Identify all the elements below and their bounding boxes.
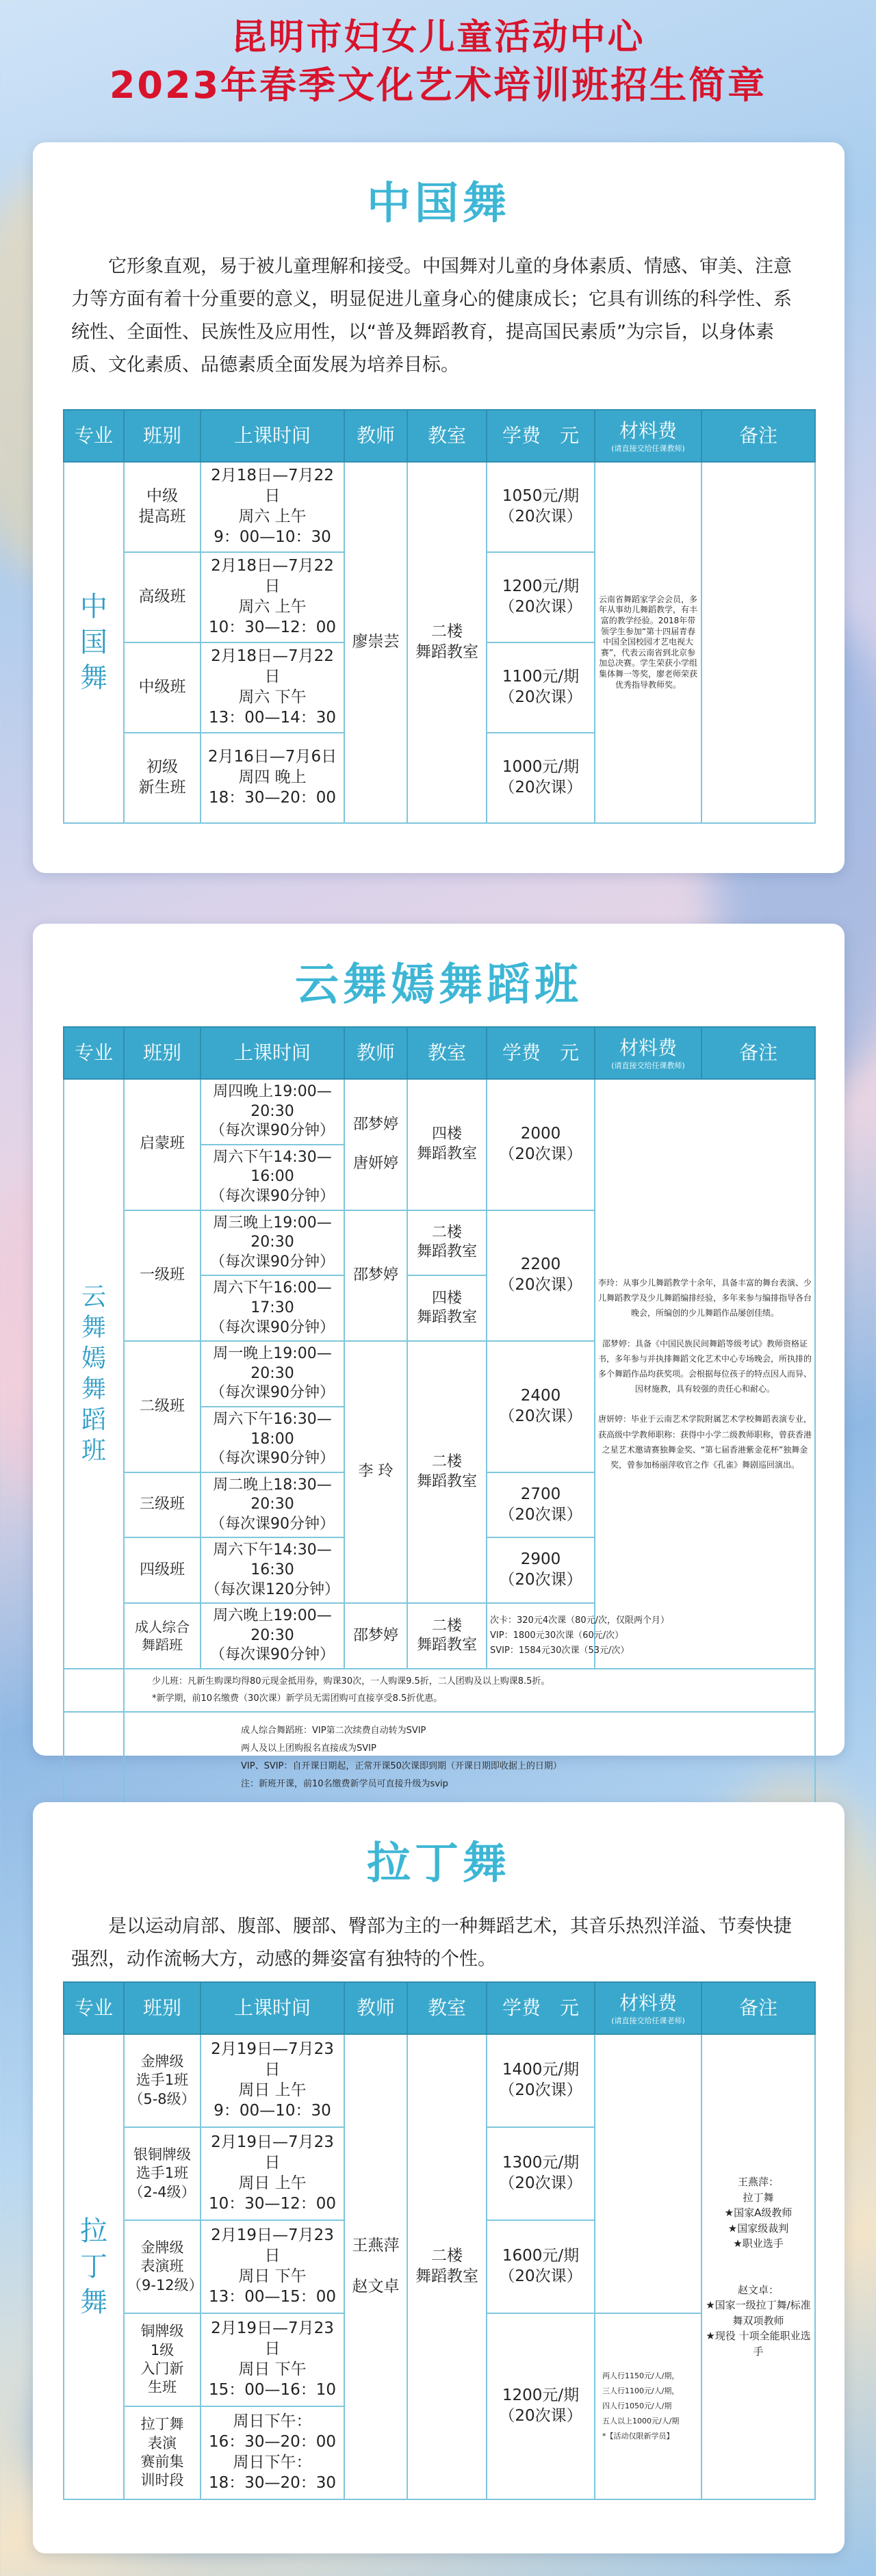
table-row [64, 1669, 815, 1712]
room-cell: 四楼 舞蹈教室 [407, 1079, 487, 1210]
header-teacher: 教师 [344, 1027, 407, 1079]
section-title: 中国舞 [367, 179, 511, 229]
header-material-note: (请直接交给任课老师) [611, 2016, 685, 2025]
class-cell: 中级 提高班 [124, 462, 201, 552]
time-cell: 2月19日—7月23日 周日 下午 15：00—16：10 [201, 2313, 344, 2406]
remark-cell: 王燕萍： 拉丁舞 ★国家A级教师 ★国家级裁判 ★职业选手 赵文卓： ★国家一级拉丁舞/标准舞双项教师 ★现役 十项全能职业选手 [701, 2034, 815, 2499]
class-cell: 一级班 [124, 1210, 201, 1342]
fee-cell: 次卡：320元4次课（80元/次，仅限两个月） VIP：1800元30次课（60元/次） SVIP：1584元30次课（53元/次） [487, 1603, 701, 1669]
time-cell: 2月19日—7月23日 周日 上午 10：30—12：00 [201, 2127, 344, 2220]
time-cell: 周六下午14:30—16:30 （每次课120分钟） [201, 1537, 344, 1603]
fee-cell: 1600元/期 （20次课） [487, 2220, 595, 2313]
time-cell: 周六下午16:00—17:30 （每次课90分钟） [201, 1275, 344, 1341]
teacher-cell [344, 1079, 407, 1210]
header-remark: 备注 [701, 1027, 815, 1079]
header-major: 专业 [64, 1027, 124, 1079]
class-cell: 初级 新生班 [124, 733, 201, 823]
fee-cell: 2200 （20次课） [487, 1210, 595, 1342]
fee-cell: 1050元/期 （20次课） [487, 462, 595, 552]
table-row [64, 462, 815, 552]
time-cell: 周一晚上19:00—20:30 （每次课90分钟） [201, 1341, 344, 1407]
teacher-cell: 王燕萍 赵文卓 [344, 2034, 407, 2499]
class-cell: 二级班 [124, 1341, 201, 1472]
teacher-notes-cell: 李玲：从事少儿舞蹈教学十余年，具备丰富的舞台表演、少儿舞蹈教学及少儿舞蹈编排经验，多年来参与编排指导各台晚会，所编创的少儿舞蹈作品屡创佳绩。 邵梦婷：具备《中国民族民间舞蹈等级考试》教师资格证书，多年参与并执排舞蹈文化艺术中心专场晚会，所执排的多个舞蹈作品均获奖项。会根据每位孩子的特点因人而异、因材施教，具有较强的责任心和耐心。 唐妍婷：毕业于云南艺术学院附属艺术学校舞蹈表演专业，获高级中学教师职称：获得中小学二级教师职称，曾获香港之星艺术邀请赛独舞金奖、“第七届香港紫金花杯”独舞金奖，曾参加杨丽萍收官之作《孔雀》舞剧巡回演出。 [595, 1079, 815, 1669]
time-cell: 2月19日—7月23日 周日 下午 13：00—15：00 [201, 2220, 344, 2313]
header-material-note: (请直接交给任课教师) [611, 443, 685, 453]
teacher-cell: 李 玲 [344, 1341, 407, 1603]
header-fee: 学费 元 [487, 410, 595, 462]
header-time: 上课时间 [201, 410, 344, 462]
teacher-cell: 邵梦婷 [344, 1603, 407, 1669]
time-cell: 周六下午14:30—16:00 （每次课90分钟） [201, 1145, 344, 1210]
header-fee: 学费 元 [487, 1982, 595, 2034]
table-row [64, 2034, 815, 2127]
header-teacher: 教师 [344, 1982, 407, 2034]
header-major: 专业 [64, 410, 124, 462]
teacher-cell: 邵梦婷 [344, 1210, 407, 1342]
footnote-adult: 成人综合舞蹈班：VIP第二次续费自动转为SVIP 两人及以上团购报名直接成为SVIP VIP、SVIP：自开课日期起，正常开课50次课即到期（开课日期即收据上的日期） 注：新班开课，前10名缴费新学员可直接升级为svip [124, 1712, 815, 1804]
fee-cell: 2400 （20次课） [487, 1341, 595, 1472]
room-cell: 二楼 舞蹈教室 [407, 1603, 487, 1669]
teacher-name: 邵梦婷 [352, 1115, 398, 1133]
room-cell: 二楼 舞蹈教室 [407, 462, 487, 823]
fee-cell: 1200元/期 （20次课） [487, 2313, 595, 2499]
latin-dance-card [33, 1802, 845, 2553]
header-title-line1: 昆明市妇女儿童活动中心 [231, 17, 645, 58]
header-time: 上课时间 [201, 1027, 344, 1079]
class-cell: 银铜牌级 选手1班 （2-4级） [124, 2127, 201, 2220]
yunwuyan-card [33, 924, 845, 1790]
header-class: 班别 [124, 1027, 201, 1079]
class-cell: 拉丁舞 表演 赛前集 训时段 [124, 2406, 201, 2499]
header-material-note: (请直接交给任课教师) [611, 1061, 685, 1070]
class-cell: 启蒙班 [124, 1079, 201, 1210]
class-cell: 金牌级 表演班 （9-12级） [124, 2220, 201, 2313]
fee-cell: 2000 （20次课） [487, 1079, 595, 1210]
section-intro: 它形象直观，易于被儿童理解和接受。中国舞对儿童的身体素质、情感、审美、注意力等方面有着十分重要的意义，明显促进儿童身心的健康成长；它具有训练的科学性、系统性、全面性、民族性及应用性，以“普及舞蹈教育，提高国民素质”为宗旨，以身体素质、文化素质、品德素质全面发展为培养目标。 [71, 256, 792, 376]
latin-dance-table [63, 1981, 816, 2500]
header-class: 班别 [124, 1982, 201, 2034]
teacher-cell: 廖崇芸 [344, 462, 407, 823]
header-room: 教室 [407, 410, 487, 462]
header-title-line2: 2023年春季文化艺术培训班招生简章 [109, 63, 767, 107]
section-intro: 是以运动肩部、腹部、腰部、臀部为主的一种舞蹈艺术，其音乐热烈洋溢、节奏快捷强烈，动作流畅大方，动感的舞姿富有独特的个性。 [71, 1916, 792, 1970]
table-row [64, 1712, 815, 1804]
chinese-dance-table [63, 409, 816, 824]
class-cell: 成人综合 舞蹈班 [124, 1603, 201, 1669]
teacher-name: 唐妍婷 [352, 1155, 398, 1173]
major-cell: 中国舞 [64, 462, 124, 823]
room-cell: 二楼 舞蹈教室 [407, 1210, 487, 1276]
class-cell: 四级班 [124, 1537, 201, 1603]
fee-cell: 1100元/期 （20次课） [487, 642, 595, 733]
fee-cell: 2900 （20次课） [487, 1537, 595, 1603]
page-header [0, 15, 876, 109]
footnote-spacer [64, 1669, 124, 1712]
time-cell: 2月19日—7月23日 周日 上午 9：00—10：30 [201, 2034, 344, 2127]
time-cell: 2月18日—7月22日 周六 下午 13：00—14：30 [201, 642, 344, 733]
class-cell: 中级班 [124, 642, 201, 733]
time-cell: 周六晚上19:00—20:30 （每次课90分钟） [201, 1603, 344, 1669]
class-cell: 高级班 [124, 552, 201, 642]
header-material-label: 材料费 [619, 1037, 677, 1060]
fee-cell: 1400元/期 （20次课） [487, 2034, 595, 2127]
header-teacher: 教师 [344, 410, 407, 462]
material-note-cell: 云南省舞蹈家学会会员，多年从事幼儿舞蹈教学，有丰富的教学经验。2018年带领学生参加“第十四届青春中国全国校园才艺电视大赛”，代表云南省到北京参加总决赛。学生荣获小学组集体舞一等奖，廖老师荣获优秀指导教师奖。 [595, 462, 701, 823]
header-room: 教室 [407, 1027, 487, 1079]
major-cell: 云 舞 嫣 舞 蹈 班 [64, 1079, 124, 1669]
yunwuyan-table [63, 1026, 816, 1804]
room-cell: 二楼 舞蹈教室 [407, 2034, 487, 2499]
time-cell: 周四晚上19:00—20:30 （每次课90分钟） [201, 1079, 344, 1145]
time-cell: 2月16日—7月6日 周四 晚上 18：30—20：00 [201, 733, 344, 823]
header-class: 班别 [124, 410, 201, 462]
room-cell: 二楼 舞蹈教室 [407, 1341, 487, 1603]
section-title: 拉丁舞 [367, 1838, 511, 1889]
header-remark: 备注 [701, 1982, 815, 2034]
class-cell: 铜牌级 1级 入门新 生班 [124, 2313, 201, 2406]
material-cell [595, 2034, 701, 2313]
time-cell: 周六下午16:30—18:00 （每次课90分钟） [201, 1407, 344, 1472]
fee-cell: 1300元/期 （20次课） [487, 2127, 595, 2220]
header-time: 上课时间 [201, 1982, 344, 2034]
header-remark: 备注 [701, 410, 815, 462]
fee-cell: 1200元/期 （20次课） [487, 552, 595, 642]
remark-cell [701, 462, 815, 823]
header-major: 专业 [64, 1982, 124, 2034]
material-cell: 两人行1150元/人/期， 三人行1100元/人/期， 四人行1050元/人/期 五人以上1000元/人/期 *【活动仅限新学员】 [595, 2313, 701, 2499]
major-cell: 拉 丁 舞 [64, 2034, 124, 2499]
class-cell: 金牌级 选手1班 （5-8级） [124, 2034, 201, 2127]
chinese-dance-card [33, 142, 845, 873]
header-material [595, 1027, 701, 1079]
fee-cell: 2700 （20次课） [487, 1472, 595, 1538]
section-title: 云舞嫣舞蹈班 [295, 960, 582, 1011]
header-material [595, 410, 701, 462]
header-material-label: 材料费 [619, 1992, 677, 2015]
header-material [595, 1982, 701, 2034]
time-cell: 周二晚上18:30—20:30 （每次课90分钟） [201, 1472, 344, 1538]
time-cell: 2月18日—7月22日 周六 上午 9：00—10：30 [201, 462, 344, 552]
table-row [64, 1079, 815, 1145]
footnote-kids: 少儿班：凡新生购课均得80元现金抵用券，购课30次，一人购课9.5折，二人团购及以上购课8.5折。 *新学期，前10名缴费（30次课）新学员无需团购可直接享受8.5折优惠。 [124, 1669, 815, 1712]
room-cell: 四楼 舞蹈教室 [407, 1275, 487, 1341]
header-room: 教室 [407, 1982, 487, 2034]
fee-cell: 1000元/期 （20次课） [487, 733, 595, 823]
footnote-spacer [64, 1712, 124, 1804]
header-material-label: 材料费 [619, 419, 677, 443]
header-fee: 学费 元 [487, 1027, 595, 1079]
class-cell: 三级班 [124, 1472, 201, 1538]
time-cell: 周日下午： 16：30—20：00 周日下午： 18：30—20：30 [201, 2406, 344, 2499]
time-cell: 周三晚上19:00—20:30 （每次课90分钟） [201, 1210, 344, 1276]
time-cell: 2月18日—7月22日 周六 上午 10：30—12：00 [201, 552, 344, 642]
